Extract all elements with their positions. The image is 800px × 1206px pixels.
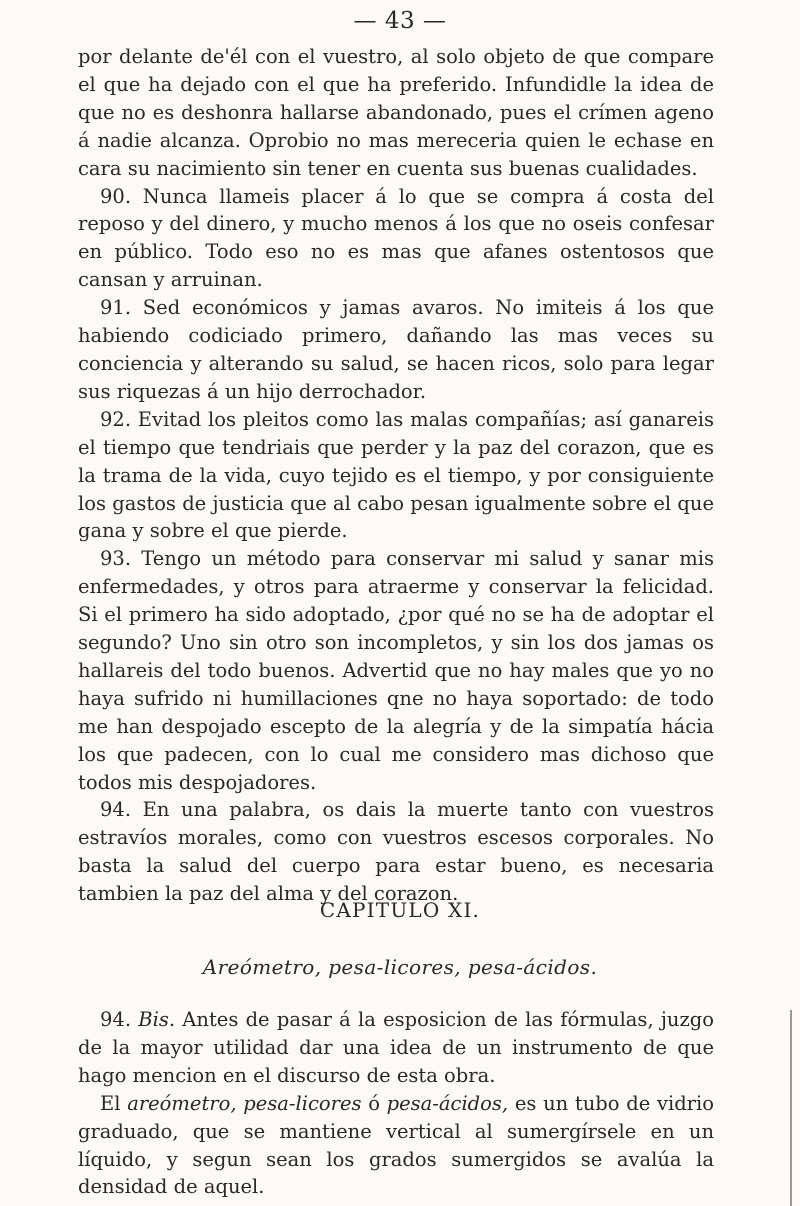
paragraph-text: Antes de pasar á la esposicion de las fórmulas, juzgo de la mayor utilidad dar una idea de un instrumento de que hago mencion en el discurso de esta obra. bbox=[78, 1008, 714, 1087]
term-pesa-acidos: pesa-ácidos, bbox=[386, 1091, 509, 1115]
chapter-title: CAPITULO XI. bbox=[319, 898, 481, 922]
paragraph-text: es un tubo de vidrio graduado, que se mantiene vertical al sumergírsele en un líquido, y segun sean los grados sumergidos se avalúa la densidad de aquel. bbox=[78, 1091, 714, 1199]
body-text bbox=[78, 43, 714, 908]
paragraph-91: 91. Sed económicos y jamas avaros. No imiteis á los que habiendo codiciado primero, dañando las mas veces su conciencia y alterando su salud, se hacen ricos, solo para legar sus riquezas á un hijo derrochador. bbox=[78, 296, 714, 403]
chapter-subtitle: Areómetro, pesa-licores, pesa-ácidos. bbox=[202, 955, 598, 979]
paragraph-92: 92. Evitad los pleitos como las malas compañías; así ganareis el tiempo que tendriais que perder y la paz del corazon, que es la trama de la vida, cuyo tejido es el tiempo, y por consiguiente los gastos de justicia que al cabo pesan igualmente sobre el que gana y sobre el que pierde. bbox=[78, 407, 714, 543]
paragraph-areometro bbox=[78, 1090, 714, 1202]
paragraph-93: 93. Tengo un método para conservar mi salud y sanar mis enfermedades, y otros para atraerme y conservar la felicidad. Si el primero ha sido adoptado, ¿por qué no se ha de adoptar el segundo? Uno sin otro son incompletos, y sin los dos jamas os hallareis del todo buenos. Advertid que no hay males que yo no haya sufrido ni humillaciones qne no haya soportado: de todo me han despojado escepto de la alegría y de la simpatía hácia los que padecen, con lo cual me considero mas dichoso que todos mis despojadores. bbox=[78, 547, 714, 794]
chapter-body bbox=[78, 1006, 714, 1201]
paragraph-94-bis bbox=[78, 1006, 714, 1090]
bis-label: Bis. bbox=[138, 1008, 176, 1031]
paragraph-lead: El bbox=[100, 1091, 121, 1115]
margin-scan-line bbox=[790, 1010, 792, 1206]
paragraph-continued: por delante de'él con el vuestro, al solo objeto de que compare el que ha dejado con el que ha preferido. Infundidle la idea de que no es deshonra hallarse abandonado, pues el crímen ageno á nadie alcanza. Oprobio no mas mereceria quien le echase en cara su nacimiento sin tener en cuenta sus buenas cualidades. bbox=[78, 45, 714, 180]
paragraph-number: 94. bbox=[100, 1008, 132, 1031]
page-number: — 43 — bbox=[353, 8, 447, 34]
conjunction: ó bbox=[368, 1091, 380, 1115]
paragraph-90: 90. Nunca llameis placer á lo que se compra á costa del reposo y del dinero, y mucho menos á los que no oseis confesar en público. Todo eso no es mas que afanes ostentosos que cansan y arruinan. bbox=[78, 184, 714, 292]
paragraph-94: 94. En una palabra, os dais la muerte tanto con vuestros estravíos morales, como con vuestros escesos corporales. No basta la salud del cuerpo para estar bueno, es necesaria tambien la paz del alma y del corazon. bbox=[78, 798, 714, 906]
term-areometro: areómetro, pesa-licores bbox=[127, 1091, 362, 1115]
